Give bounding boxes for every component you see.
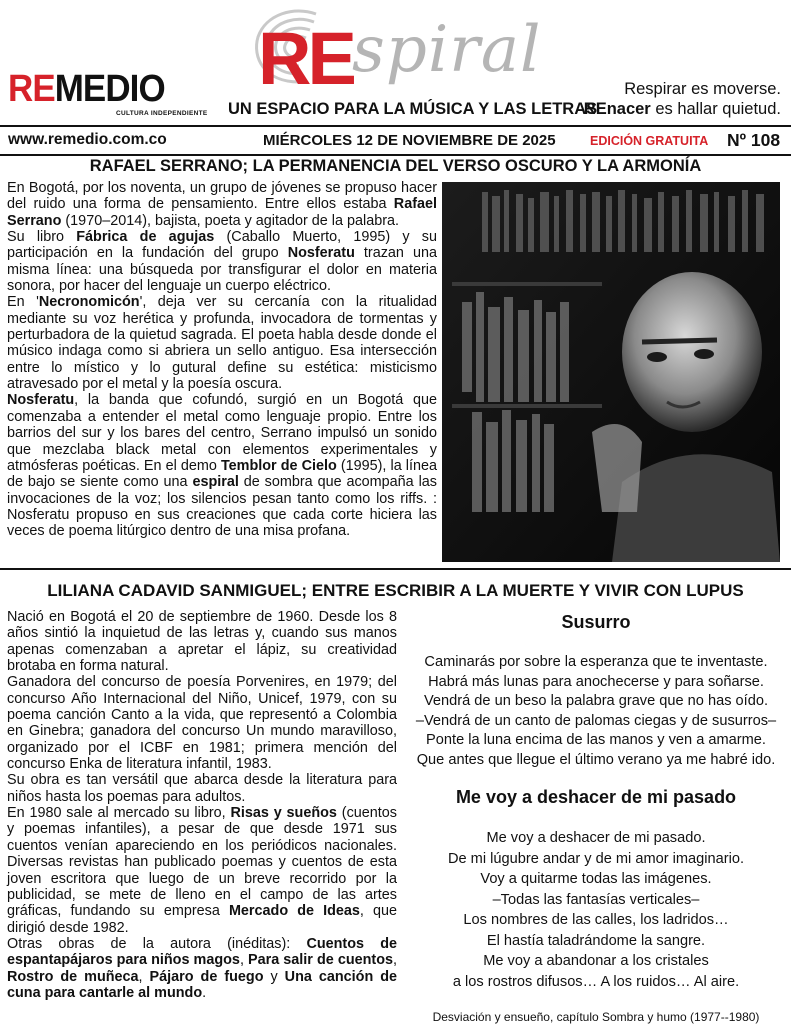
article-2-paragraph: Nació en Bogotá el 20 de septiembre de 1960. Desde los 8 años sintió la inquietud de las letras y, cuando sus manos apenas comenzaban a apretar el lápiz, su creatividad brotaba en forma natural. bbox=[7, 609, 397, 675]
article-2-paragraph: En 1980 sale al mercado su libro, Risas y sueños (cuentos y poemas infantiles), a pesar de que desde 1971 sus cuentos venían apareciendo en los periódicos nacionales. Diversas revistas han publicado poemas y cuentos de esta joven escritora que luego de un breve recorrido por la publicidad, se mete de lleno en el campo de las artes gráficas, fundando su empresa Mercado de Ideas, que dirigió desde 1982. bbox=[7, 805, 397, 936]
respiral-logo-espiral: spiral bbox=[352, 13, 542, 87]
poem-line: a los rostros difusos… A los ruidos… Al aire. bbox=[452, 973, 740, 990]
remedio-logo bbox=[8, 70, 165, 108]
poem-line: Caminarás por sobre la esperanza que te inventaste. bbox=[424, 654, 768, 670]
remedio-logo-medio: MEDIO bbox=[54, 68, 165, 110]
section-divider bbox=[0, 568, 791, 570]
article-1-paragraph: Su libro Fábrica de agujas (Caballo Muerto, 1995) y su participación en la fundación del grupo Nosferatu trazan una misma línea: una búsqueda por transfigurar el dolor en materia sonora, por hacer del lenguaje un cuerpo eléctrico. bbox=[7, 229, 437, 295]
poem-line: De mi lúgubre andar y de mi amor imaginario. bbox=[447, 850, 745, 867]
article-2-paragraph: Otras obras de la autora (inéditas): Cuentos de espantapájaros para niños magos, Para salir de cuentos, Rostro de muñeca, Pájaro de fuego y Una canción de cuna para cantarle al mundo. bbox=[7, 935, 398, 1001]
article-1-title: RAFAEL SERRANO; LA PERMANENCIA DEL VERSO OSCURO Y LA ARMONÍA bbox=[89, 157, 702, 175]
issue-date: MIÉRCOLES 12 DE NOVIEMBRE DE 2025 bbox=[263, 132, 556, 149]
poem-2-title: Me voy a deshacer de mi pasado bbox=[455, 787, 737, 807]
website-link[interactable]: www.remedio.com.co bbox=[8, 131, 167, 148]
poem-line: –Todas las fantasías verticales– bbox=[492, 891, 700, 908]
motto-line-2-rest: es hallar quietud. bbox=[650, 100, 781, 118]
poem-line: Vendrá de un beso la palabra grave que no has oído. bbox=[423, 693, 769, 709]
poem-line: Me voy a abandonar a los cristales bbox=[483, 953, 709, 969]
edition-label: EDICIÓN GRATUITA bbox=[590, 134, 709, 148]
article-2-body bbox=[7, 609, 397, 1001]
poem-line: El hastía taladrándome la sangre. bbox=[486, 932, 706, 949]
poem-1-lines bbox=[406, 653, 786, 770]
poem-line: Voy a quitarme todas las imágenes. bbox=[480, 871, 712, 887]
tagline: UN ESPACIO PARA LA MÚSICA Y LAS LETRAS bbox=[228, 100, 598, 118]
article-1-body bbox=[7, 180, 437, 540]
motto-renacer: REnacer bbox=[583, 100, 651, 118]
remedio-logo-re: RE bbox=[8, 68, 55, 110]
poem-line: Los nombres de las calles, los ladridos… bbox=[463, 912, 729, 928]
poems-column bbox=[406, 606, 786, 1024]
poem-line: –Vendrá de un canto de palomas ciegas y de susurros– bbox=[415, 712, 777, 729]
motto bbox=[584, 79, 781, 119]
motto-line-2 bbox=[584, 99, 781, 119]
issue-number: Nº 108 bbox=[727, 130, 781, 150]
article-2-title: LILIANA CADAVID SANMIGUEL; ENTRE ESCRIBIR A LA MUERTE Y VIVIR CON LUPUS bbox=[47, 581, 744, 600]
article-2-paragraph: Ganadora del concurso de poesía Porvenires, en 1979; del concurso Año Internacional del Niño, Unicef, 1979, con su poema canción Canto a la vida, que representó a Colombia en Ginebra; ganadora del concurso Un mundo maravilloso, organizado por el ICBF en 1981; primera mención del concurso Enka de literatura infantil, 1983. bbox=[7, 674, 397, 773]
dateline-divider bbox=[0, 154, 791, 156]
poem-line: Ponte la luna encima de las manos y ven a amarme. bbox=[426, 732, 766, 748]
motto-line-1: Respirar es moverse. bbox=[624, 80, 781, 98]
poem-1-title: Susurro bbox=[561, 612, 631, 632]
header-divider bbox=[0, 125, 791, 127]
portrait-head bbox=[622, 272, 762, 432]
article-1-paragraph: En Bogotá, por los noventa, un grupo de jóvenes se propuso hacer del ruido una forma de pensamiento. Entre ellos estaba Rafael Serrano (1970–2014), bajista, poeta y agitador de la palabra. bbox=[7, 180, 437, 229]
respiral-logo-re: RE bbox=[258, 17, 353, 100]
poem-line: Que antes que llegue el último verano ya me habré ido. bbox=[416, 751, 776, 768]
article-2-paragraph: Su obra es tan versátil que abarca desde la literatura para niños hasta los poemas para adultos. bbox=[7, 772, 397, 805]
remedio-subtitle: CULTURA INDEPENDIENTE bbox=[116, 110, 208, 117]
poem-source: Desviación y ensueño, capítulo Sombra y humo (1977--1980) bbox=[432, 1010, 760, 1024]
poem-2-lines bbox=[406, 828, 786, 992]
article-1-paragraph: Nosferatu, la banda que cofundó, surgió en un Bogotá que comenzaba a entender el metal como lenguaje propio. Entre los barrios del sur y los bares del centro, Serrano impulsó un sonido que mezclaba black metal con elementos experimentales y atmósferas poéticas. En el demo Temblor de Cielo (1995), la línea de bajo se siente como una espiral de sombra que acompaña las invocaciones de la voz; los silencios pesan tanto como los riffs. : Nosferatu propuso en sus creaciones que cada corte hiciera las veces de poema litúrgico dentro de una misa profana. bbox=[7, 392, 437, 540]
poem-line: Habrá más lunas para anochecerse y para soñarse. bbox=[428, 673, 764, 690]
rafael-serrano-photo bbox=[442, 182, 780, 562]
article-1-paragraph: En 'Necronomicón', deja ver su cercanía con la ritualidad mediante su voz herética y profunda, invocadora de tormentas y perturbadora de la quietud sagrada. El poeta habla desde donde el músico indaga como si abriera un sello antiguo. Esa intersección entre lo místico y lo gutural define su estética: misticismo atravesado por el metal y la poesía oscura. bbox=[7, 294, 437, 393]
poem-line: Me voy a deshacer de mi pasado. bbox=[486, 830, 706, 846]
